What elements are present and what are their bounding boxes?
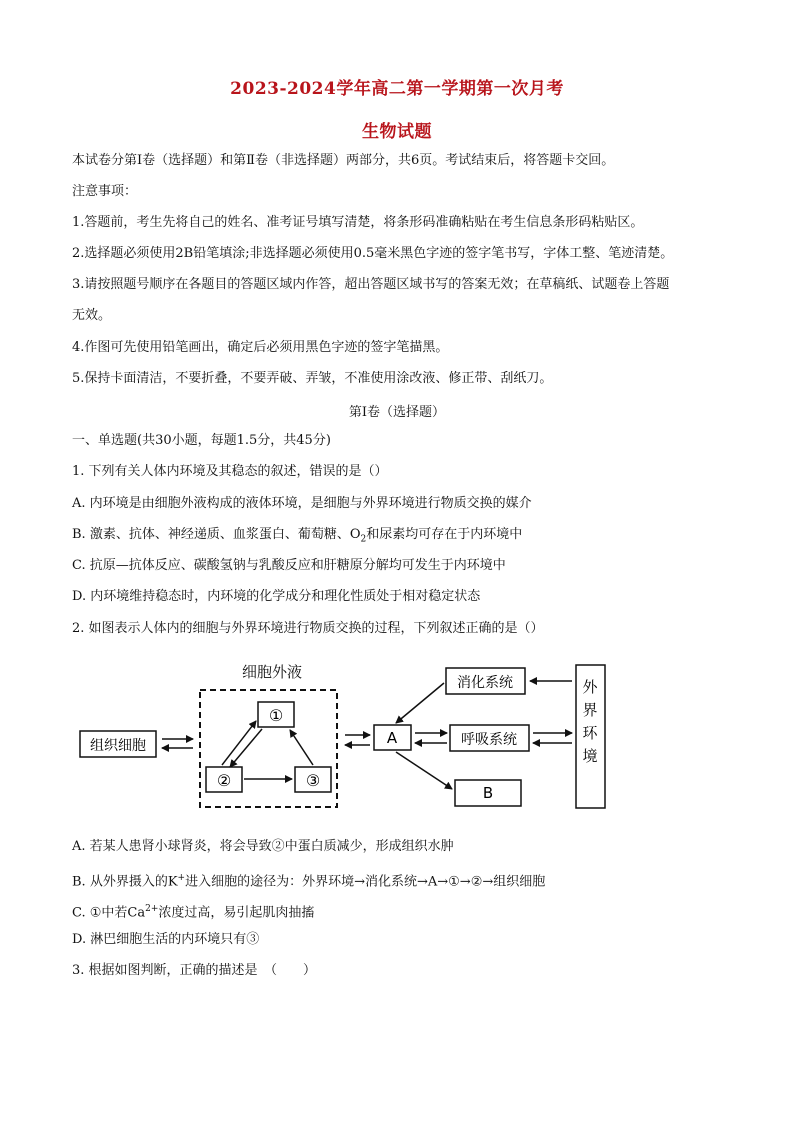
notice-item: 5.保持卡面清洁，不要折叠，不要弄破、弄皱，不准使用涂改液、修正带、刮纸刀。 (72, 371, 553, 386)
notice-item: 3.请按照题号顺序在各题目的答题区域内作答，超出答题区域书写的答案无效；在草稿纸、试题卷上答题 (72, 277, 670, 292)
notice-heading: 注意事项： (72, 184, 138, 199)
notice-item: 1.答题前，考生先将自己的姓名、准考证号填写清楚，将条形码准确粘贴在考生信息条形码粘贴区。 (72, 215, 644, 230)
node-1-label: ① (268, 706, 284, 725)
intro-text: 本试卷分第Ⅰ卷（选择题）和第Ⅱ卷（非选择题）两部分，共6页。考试结束后，将答题卡交回。 (72, 153, 615, 168)
q2-option-c: C. ①中若$Ca^{2+}$浓度过高，易引起肌肉抽搐 (72, 904, 315, 921)
notice-item: 无效。 (72, 308, 112, 323)
b-label: B (482, 784, 494, 802)
external-char: 界 (582, 701, 598, 719)
q1-option-c: C. 抗原—抗体反应、碳酸氢钠与乳酸反应和肝糖原分解均可发生于内环境中 (72, 558, 506, 573)
q2-option-a: A. 若某人患肾小球肾炎，将会导致②中蛋白质减少，形成组织水肿 (72, 839, 454, 854)
q2-option-d: D. 淋巴细胞生活的内环境只有③ (72, 932, 260, 947)
section-heading: 一、单选题(共30小题，每题1.5分，共45分) (72, 433, 331, 448)
notice-item: 4.作图可先使用铅笔画出，确定后必须用黑色字迹的签字笔描黑。 (72, 340, 449, 355)
q1-stem: 1. 下列有关人体内环境及其稳态的叙述，错误的是（） (72, 464, 388, 479)
node-2-label: ② (216, 771, 232, 790)
ecf-label: 细胞外液 (241, 663, 303, 681)
tissue-cell-label: 组织细胞 (90, 738, 146, 754)
q2-option-b: B. 从外界摄入的K+进入细胞的途径为：外界环境→消化系统→A→①→②→组织细胞 (72, 873, 546, 890)
external-char: 环 (582, 724, 598, 742)
q1-option-b: B. 激素、抗体、神经递质、血浆蛋白、葡萄糖、$O_2$和尿素均可存在于内环境中 (72, 527, 523, 545)
respiratory-label: 呼吸系统 (461, 732, 517, 748)
q1-option-a: A. 内环境是由细胞外液构成的液体环境，是细胞与外界环境进行物质交换的媒介 (72, 496, 532, 511)
exam-title: 2023-2024学年高二第一学期第一次月考 (230, 79, 564, 99)
external-char: 境 (582, 747, 598, 765)
exam-subject: 生物试题 (362, 122, 432, 142)
external-char: 外 (582, 678, 598, 696)
q2-stem: 2. 如图表示人体内的细胞与外界环境进行物质交换的过程，下列叙述正确的是（） (72, 621, 544, 636)
q1-option-d: D. 内环境维持稳态时，内环境的化学成分和理化性质处于相对稳定状态 (72, 589, 481, 604)
q3-stem: 3. 根据如图判断，正确的描述是 （ ） (72, 963, 317, 978)
digestive-label: 消化系统 (457, 675, 513, 691)
exchange-diagram (0, 655, 794, 820)
section-title: 第Ⅰ卷（选择题） (348, 405, 446, 420)
notice-item: 2.选择题必须使用2B铅笔填涂;非选择题必须使用0.5毫米黑色字迹的签字笔书写，字体工整、笔迹清楚。 (72, 246, 674, 261)
a-label: A (386, 729, 398, 747)
node-3-label: ③ (305, 771, 321, 790)
